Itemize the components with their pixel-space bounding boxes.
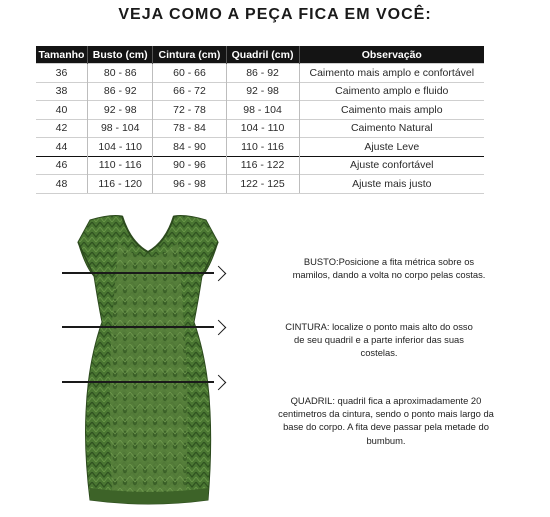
table-row — [36, 82, 484, 101]
note-busto — [244, 255, 534, 281]
cell-cintura: 78 - 84 — [153, 119, 226, 138]
cell-cintura: 66 - 72 — [153, 82, 226, 101]
cell-quadril: 86 - 92 — [226, 64, 299, 83]
note-line: centimetros da cintura, sendo o ponto mais largo da — [278, 408, 494, 420]
cell-cintura: 90 - 96 — [153, 156, 226, 175]
note-line: QUADRIL: quadril fica a aproximadamente 20 — [290, 395, 482, 406]
cell-busto: 116 - 120 — [88, 175, 153, 194]
header-observacao: Observação — [299, 46, 484, 64]
cell-busto: 92 - 98 — [88, 101, 153, 120]
cell-quadril: 98 - 104 — [226, 101, 299, 120]
cell-cintura: 72 - 78 — [153, 101, 226, 120]
note-line: de seu quadril e a parte inferior das suas — [294, 334, 464, 346]
cell-busto: 98 - 104 — [88, 119, 153, 138]
header-busto: Busto (cm) — [88, 46, 153, 64]
note-line: BUSTO:Posicione a fita métrica sobre os — [303, 256, 475, 267]
note-cintura — [244, 320, 514, 360]
cell-observacao: Ajuste confortável — [299, 156, 484, 175]
cell-size: 46 — [36, 156, 88, 175]
cell-size: 40 — [36, 101, 88, 120]
cell-size: 42 — [36, 119, 88, 138]
page-title: VEJA COMO A PEÇA FICA EM VOCÊ: — [118, 6, 432, 23]
cell-cintura: 96 - 98 — [153, 175, 226, 194]
header-tamanho: Tamanho — [36, 46, 88, 64]
note-line: base do corpo. A fita deve passar pela metade do — [283, 421, 489, 433]
header-quadril: Quadril (cm) — [226, 46, 299, 64]
cell-observacao: Caimento mais amplo — [299, 101, 484, 120]
cell-cintura: 60 - 66 — [153, 64, 226, 83]
cell-quadril: 122 - 125 — [226, 175, 299, 194]
header-cintura: Cintura (cm) — [153, 46, 226, 64]
table-row — [36, 138, 484, 157]
cell-cintura: 84 - 90 — [153, 138, 226, 157]
cell-size: 38 — [36, 82, 88, 101]
cell-quadril: 92 - 98 — [226, 82, 299, 101]
note-line: bumbum. — [366, 434, 406, 446]
table-row — [36, 64, 484, 83]
dress-image — [60, 212, 235, 512]
note-line: CINTURA: localize o ponto mais alto do osso — [285, 321, 473, 332]
cell-busto: 80 - 86 — [88, 64, 153, 83]
table-row — [36, 119, 484, 138]
table-row — [36, 101, 484, 120]
cell-observacao: Caimento Natural — [299, 119, 484, 138]
table-row — [36, 156, 484, 175]
cell-size: 48 — [36, 175, 88, 194]
cell-quadril: 104 - 110 — [226, 119, 299, 138]
cell-quadril: 116 - 122 — [226, 156, 299, 175]
cell-observacao: Ajuste Leve — [299, 138, 484, 157]
note-line: mamilos, dando a volta no corpo pelas costas. — [292, 269, 486, 281]
cell-busto: 104 - 110 — [88, 138, 153, 157]
cell-size: 44 — [36, 138, 88, 157]
table-header-row — [36, 46, 484, 64]
table-row — [36, 175, 484, 194]
cell-busto: 110 - 116 — [88, 156, 153, 175]
cell-observacao: Caimento amplo e fluido — [299, 82, 484, 101]
arrow-right-icon — [62, 375, 224, 389]
arrow-right-icon — [62, 320, 224, 334]
size-table — [36, 46, 484, 194]
cell-busto: 86 - 92 — [88, 82, 153, 101]
cell-quadril: 110 - 116 — [226, 138, 299, 157]
cell-size: 36 — [36, 64, 88, 83]
cell-observacao: Ajuste mais justo — [299, 175, 484, 194]
note-line: costelas. — [360, 347, 398, 359]
arrow-right-icon — [62, 266, 224, 280]
note-quadril — [236, 394, 536, 447]
cell-observacao: Caimento mais amplo e confortável — [299, 64, 484, 83]
